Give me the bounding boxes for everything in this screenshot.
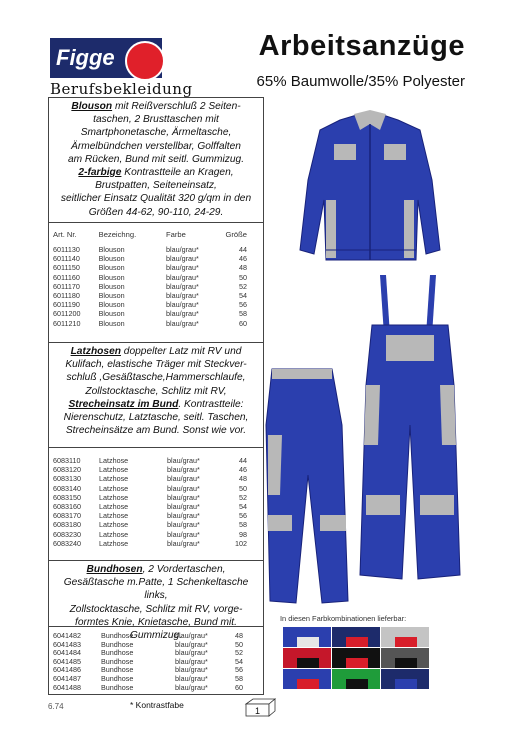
bezeichnung-cell: Blouson [98,272,125,282]
blouson-description [49,98,263,223]
farbe-cell: blau/grau* [166,281,199,291]
art-nr-cell: 6011170 [53,281,80,291]
bundhose-name: Bundhosen [86,564,143,575]
desc-text: mit Reißverschluß 2 Seiten- [112,101,241,112]
farbe-cell: blau/grau* [175,639,208,649]
swatch-label: In diesen Farbkombinationen lieferbar: [280,614,407,623]
latzhose-description [49,343,263,448]
table-row [49,502,263,511]
swatch-navy-blue [381,669,429,689]
bezeichnung-cell: Blouson [98,291,125,301]
art-nr-cell: 6083240 [53,538,81,548]
groesse-cell: 56 [239,511,247,521]
table-row [49,675,263,684]
farbe-cell: blau/grau* [175,682,208,692]
farbe-cell: blau/grau* [166,291,199,301]
groesse-cell: 98 [239,529,247,539]
groesse-cell: 56 [235,665,243,675]
groesse-cell: 56 [239,300,247,310]
groesse-cell: 60 [239,318,247,328]
desc-line: Zollstocktasche, Schlitz mit RV, [85,385,227,397]
table-row [49,539,263,548]
farbe-cell: blau/grau* [167,492,200,502]
art-nr-cell: 6011200 [53,309,81,319]
desc-line: Smartphonetasche, Ärmeltasche, [80,127,232,139]
desc-text: Kontrastteile an Kragen, [121,167,234,179]
table-row [49,658,263,667]
swatch-navy-red [332,627,380,647]
table-row [49,530,263,539]
farbe-cell: blau/grau* [166,245,199,254]
desc-line: Strecheinsätze am Bund. Sonst wie vor. [65,425,247,437]
art-nr-cell: 6083140 [53,483,81,493]
groesse-cell: 52 [239,281,247,291]
bezeichnung-cell: Latzhose [99,483,129,493]
art-nr-cell: 6011130 [53,245,80,254]
farbe-cell: blau/grau* [167,520,200,530]
col-groesse: Größe [225,230,247,239]
farbe-cell: blau/grau* [166,318,199,328]
desc-line: Brustpatten, Seiteneinsatz, [95,180,217,192]
groesse-cell: 52 [235,648,243,658]
bezeichnung-cell: Bundhose [101,648,134,658]
blouson-rows [49,245,263,328]
art-nr-cell: 6083170 [53,511,81,521]
art-nr-cell: 6041482 [53,631,81,640]
groesse-cell: 54 [239,502,247,512]
bezeichnung-cell: Latzhose [99,502,129,512]
groesse-cell: 48 [235,631,243,640]
art-nr-cell: 6041484 [53,648,81,658]
desc-line: Nierenschutz, Latztasche, seitl. Taschen, [63,412,249,424]
art-nr-cell: 6083160 [53,502,81,512]
desc-line: Zollstocktasche, Schlitz mit RV, vorge- [69,603,243,615]
desc-line: seitlicher Einsatz Qualität 320 g/qm in den [60,193,252,205]
bezeichnung-cell: Bundhose [101,639,134,649]
art-nr-cell: 6011210 [53,318,81,328]
groesse-cell: 58 [235,673,243,683]
table-row [49,493,263,502]
table-row [49,291,263,300]
bezeichnung-cell: Latzhose [99,529,129,539]
art-nr-cell: 6083180 [53,520,81,530]
farbe-cell: blau/grau* [175,673,208,683]
table-row [49,456,263,465]
bezeichnung-cell: Blouson [98,263,125,273]
table-row [49,245,263,254]
groesse-cell: 50 [235,639,243,649]
swatch-red-black [283,648,331,668]
table-row [49,684,263,693]
table-row [49,474,263,483]
farbe-cell: blau/grau* [166,263,199,273]
brand-subtitle: Berufsbekleidung [50,80,193,98]
bezeichnung-cell: Blouson [98,245,125,254]
box-icon [243,697,277,717]
bezeichnung-cell: Blouson [98,309,125,319]
art-nr-cell: 6083130 [53,474,81,484]
art-nr-cell: 6083230 [53,529,81,539]
bezeichnung-cell: Latzhose [99,465,129,475]
groesse-cell: 102 [235,538,247,548]
art-nr-cell: 6011180 [53,291,80,301]
bezeichnung-cell: Bundhose [101,682,134,692]
logo-red-circle [125,41,165,81]
groesse-cell: 44 [239,456,247,465]
swatch-blue-red [283,669,331,689]
table-row [49,465,263,474]
desc-line: schluß ,Gesäßtasche,Hammerschlaufe, [66,372,246,384]
desc-line: formtes Knie, Knietasche, Bund mit. [75,616,237,628]
swatch-black-red [332,648,380,668]
table-row [49,282,263,291]
swatch-grey-black [381,648,429,668]
art-nr-cell: 6011140 [53,254,80,264]
art-nr-cell: 6041483 [53,639,81,649]
table-header-row [49,225,263,245]
art-nr-cell: 6083150 [53,492,81,502]
farbe-cell: blau/grau* [175,665,208,675]
latzhose-rows [49,456,263,548]
desc-line: taschen, 2 Brusttaschen mit [93,114,219,126]
groesse-cell: 44 [239,245,247,254]
bezeichnung-cell: Blouson [98,281,125,291]
groesse-cell: 48 [239,263,247,273]
groesse-cell: 58 [239,309,247,319]
bezeichnung-cell: Blouson [98,254,125,264]
farbe-cell: blau/grau* [167,502,200,512]
page-number: 6.74 [48,702,64,711]
art-nr-cell: 6041485 [53,656,81,666]
farbe-cell: blau/grau* [167,511,200,521]
col-farbe: Farbe [166,230,186,239]
groesse-cell: 54 [239,291,247,301]
box-number: 1 [255,706,261,716]
groesse-cell: 50 [239,483,247,493]
desc-line: am Rücken, Bund mit seitl. Gummizug. [67,153,245,165]
groesse-cell: 60 [235,682,243,692]
farbe-cell: blau/grau* [166,300,199,310]
page-title: Arbeitsanzüge [258,30,465,62]
art-nr-cell: 6041488 [53,682,81,692]
table-row [49,484,263,493]
color-swatch-grid [283,627,429,691]
art-nr-cell: 6083120 [53,465,81,475]
bezeichnung-cell: Blouson [98,300,125,310]
swatch-blue-grey [283,627,331,647]
bezeichnung-cell: Bundhose [101,665,134,675]
desc-line: Gesäßtasche m.Patte, 1 Schenkeltasche links, [63,577,249,602]
farbe-cell: blau/grau* [166,272,199,282]
col-bezeichnung: Bezeichng. [98,230,137,239]
farbe-cell: blau/grau* [167,474,200,484]
groesse-cell: 54 [235,656,243,666]
stretch-label: Strecheinsatz im Bund [68,398,179,410]
table-row [49,511,263,520]
farbe-cell: blau/grau* [167,483,200,493]
farbe-cell: blau/grau* [167,538,200,548]
art-nr-cell: 6041487 [53,673,81,683]
desc-line: Ärmelbündchen verstellbar, Golffalten [71,140,241,152]
art-nr-cell: 6041486 [53,665,81,675]
groesse-cell: 46 [239,254,247,264]
table-row [49,273,263,282]
page-subtitle: 65% Baumwolle/35% Polyester [256,73,465,90]
groesse-cell: 48 [239,474,247,484]
latzhose-name: Latzhosen [70,346,121,357]
bezeichnung-cell: Latzhose [99,474,129,484]
logo-text: Figge [56,45,115,70]
swatch-grey-red [381,627,429,647]
two-colour-label: 2-farbige [78,167,122,179]
desc-line: Kulifach, elastische Träger mit Steckver- [65,359,247,371]
table-row [49,319,263,328]
bezeichnung-cell: Bundhose [101,656,134,666]
groesse-cell: 50 [239,272,247,282]
table-row [49,300,263,309]
bezeichnung-cell: Latzhose [99,538,129,548]
product-info-column [48,97,264,695]
bezeichnung-cell: Blouson [98,318,125,328]
table-row [49,254,263,263]
farbe-cell: blau/grau* [175,631,208,640]
bezeichnung-cell: Latzhose [99,456,129,465]
latzhose-table [49,448,263,561]
desc-line: Größen 44-62, 90-110, 24-29. [88,206,224,218]
bezeichnung-cell: Latzhose [99,511,129,521]
desc-text: doppelter Latz mit RV und [120,346,242,357]
blouson-name: Blouson [71,101,113,112]
bezeichnung-cell: Bundhose [101,631,134,640]
art-nr-cell: 6011160 [53,272,80,282]
col-art-nr: Art. Nr. [53,230,77,239]
art-nr-cell: 6011190 [53,300,80,310]
farbe-cell: blau/grau* [175,648,208,658]
bezeichnung-cell: Bundhose [101,673,134,683]
table-row [49,520,263,529]
groesse-cell: 46 [239,465,247,475]
bezeichnung-cell: Latzhose [99,520,129,530]
groesse-cell: 52 [239,492,247,502]
table-row [49,666,263,675]
table-row [49,309,263,318]
farbe-cell: blau/grau* [175,656,208,666]
bezeichnung-cell: Latzhose [99,492,129,502]
bundhose-image [262,365,357,605]
blouson-image [280,100,450,270]
art-nr-cell: 6083110 [53,456,81,465]
farbe-cell: blau/grau* [166,309,199,319]
art-nr-cell: 6011150 [53,263,80,273]
groesse-cell: 58 [239,520,247,530]
farbe-cell: blau/grau* [166,254,199,264]
farbe-cell: blau/grau* [167,465,200,475]
footnote: * Kontrastfabe [130,700,184,710]
desc-text: , 2 Vordertaschen, [142,564,226,575]
desc-line: Gummizug. [129,630,183,642]
farbe-cell: blau/grau* [167,456,200,465]
desc-text: . Kontrastteile: [178,398,244,410]
swatch-green-black [332,669,380,689]
farbe-cell: blau/grau* [167,529,200,539]
table-row [49,649,263,658]
blouson-table [49,223,263,343]
latzhose-image [350,275,470,595]
table-row [49,263,263,272]
